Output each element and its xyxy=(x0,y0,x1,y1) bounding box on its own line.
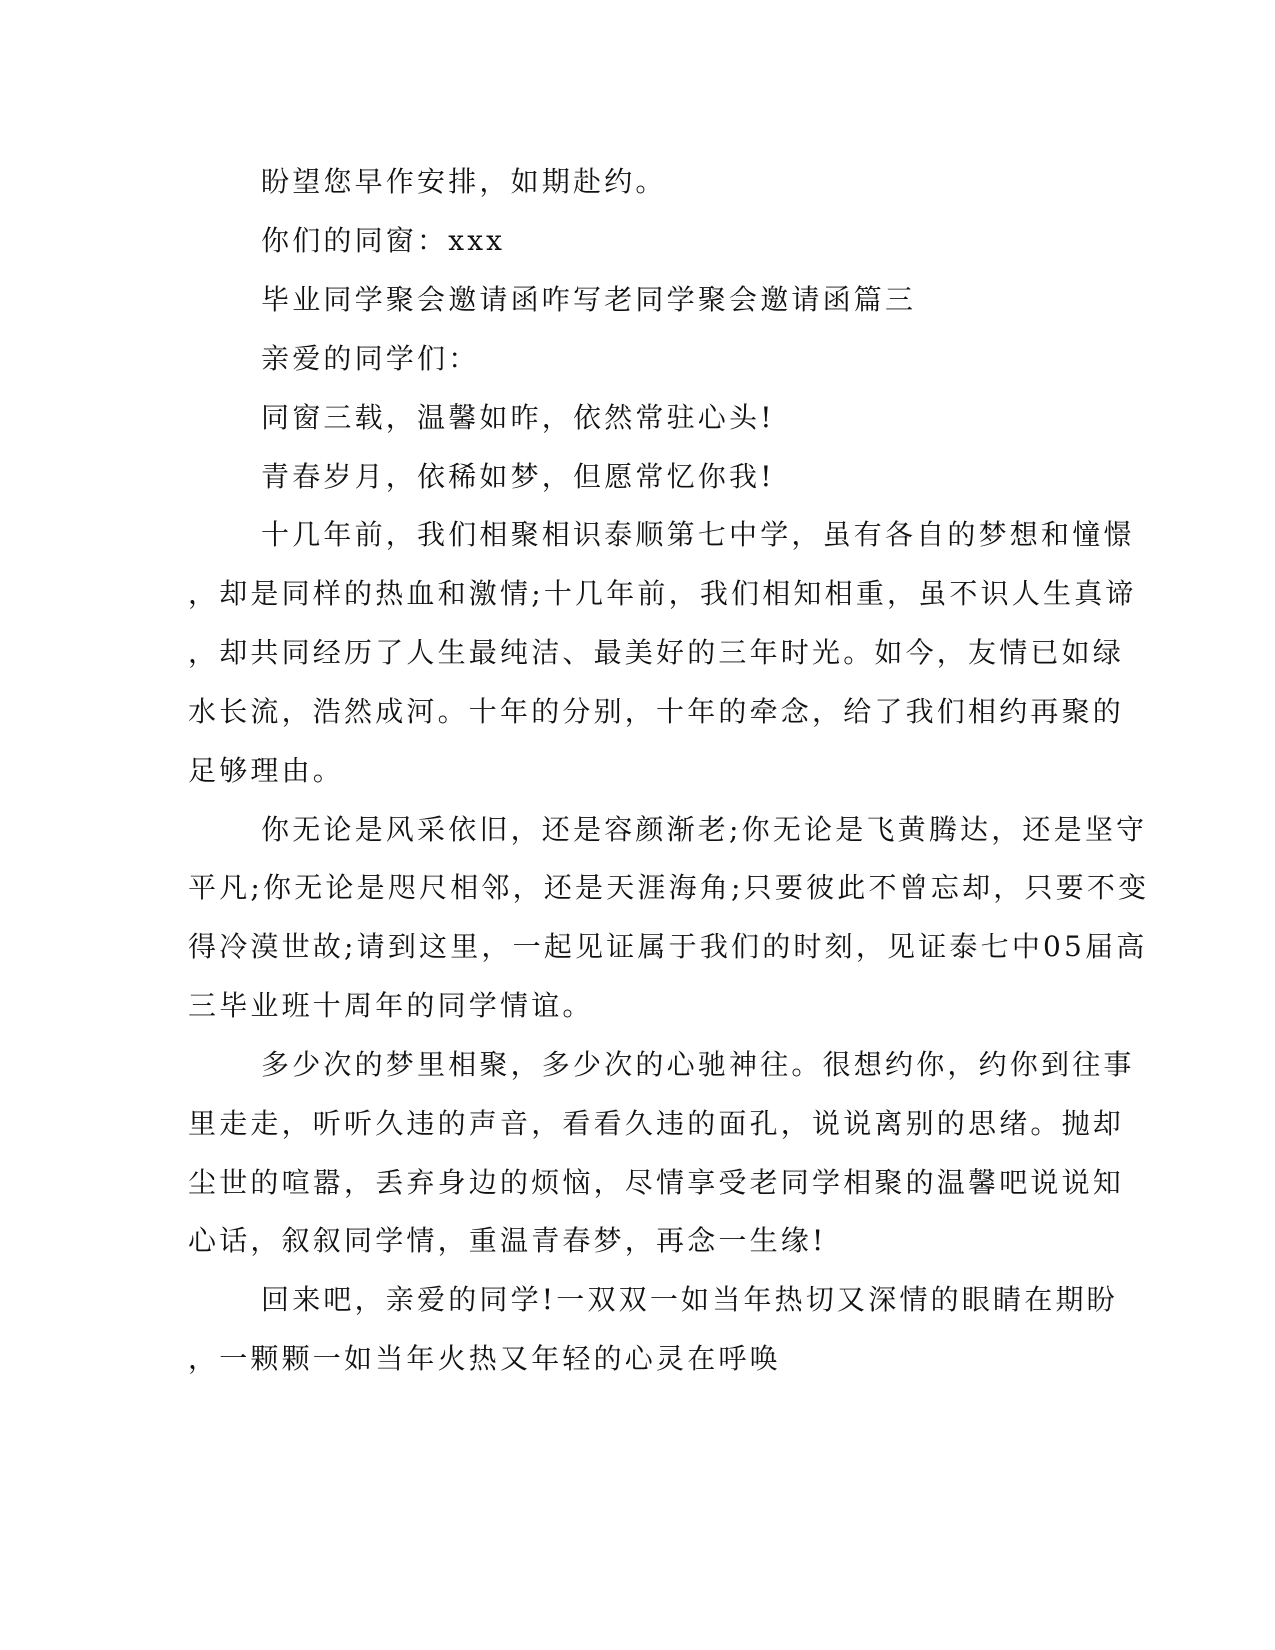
text-line: ，却是同样的热血和激情;十几年前，我们相知相重，虽不识人生真谛 xyxy=(188,577,1137,610)
text-line: 三毕业班十周年的同学情谊。 xyxy=(188,989,594,1022)
text-line: ，却共同经历了人生最纯洁、最美好的三年时光。如今，友情已如绿 xyxy=(188,636,1125,669)
text-line: 尘世的喧嚣，丢弃身边的烦恼，尽情享受老同学相聚的温馨吧说说知 xyxy=(188,1166,1125,1199)
text-line: 多少次的梦里相聚，多少次的心驰神往。很想约你，约你到往事 xyxy=(261,1048,1135,1081)
text-line: 得冷漠世故;请到这里，一起见证属于我们的时刻，见证泰七中05届高 xyxy=(188,930,1148,963)
text-line: 回来吧，亲爱的同学!一双双一如当年热切又深情的眼睛在期盼 xyxy=(261,1283,1118,1316)
text-line: 你们的同窗：xxx xyxy=(261,224,506,257)
text-line: 盼望您早作安排，如期赴约。 xyxy=(261,165,667,198)
text-line: 同窗三载，温馨如昨，依然常驻心头! xyxy=(261,401,775,434)
text-line: 心话，叙叙同学情，重温青春梦，再念一生缘! xyxy=(188,1224,827,1257)
text-line: 里走走，听听久违的声音，看看久违的面孔，说说离别的思绪。抛却 xyxy=(188,1107,1125,1140)
text-line: 足够理由。 xyxy=(188,754,345,787)
text-line: 毕业同学聚会邀请函咋写老同学聚会邀请函篇三 xyxy=(261,283,917,316)
text-line: ，一颗颗一如当年火热又年轻的心灵在呼唤 xyxy=(188,1342,781,1375)
text-line: 亲爱的同学们： xyxy=(261,342,480,375)
text-line: 水长流，浩然成河。十年的分别，十年的牵念，给了我们相约再聚的 xyxy=(188,695,1125,728)
text-line: 平凡;你无论是咫尺相邻，还是天涯海角;只要彼此不曾忘却，只要不变 xyxy=(188,871,1150,904)
text-line: 你无论是风采依旧，还是容颜渐老;你无论是飞黄腾达，还是坚守 xyxy=(261,813,1148,846)
text-line: 十几年前，我们相聚相识泰顺第七中学，虽有各自的梦想和憧憬 xyxy=(261,518,1135,551)
text-line: 青春岁月，依稀如梦，但愿常忆你我! xyxy=(261,460,775,493)
